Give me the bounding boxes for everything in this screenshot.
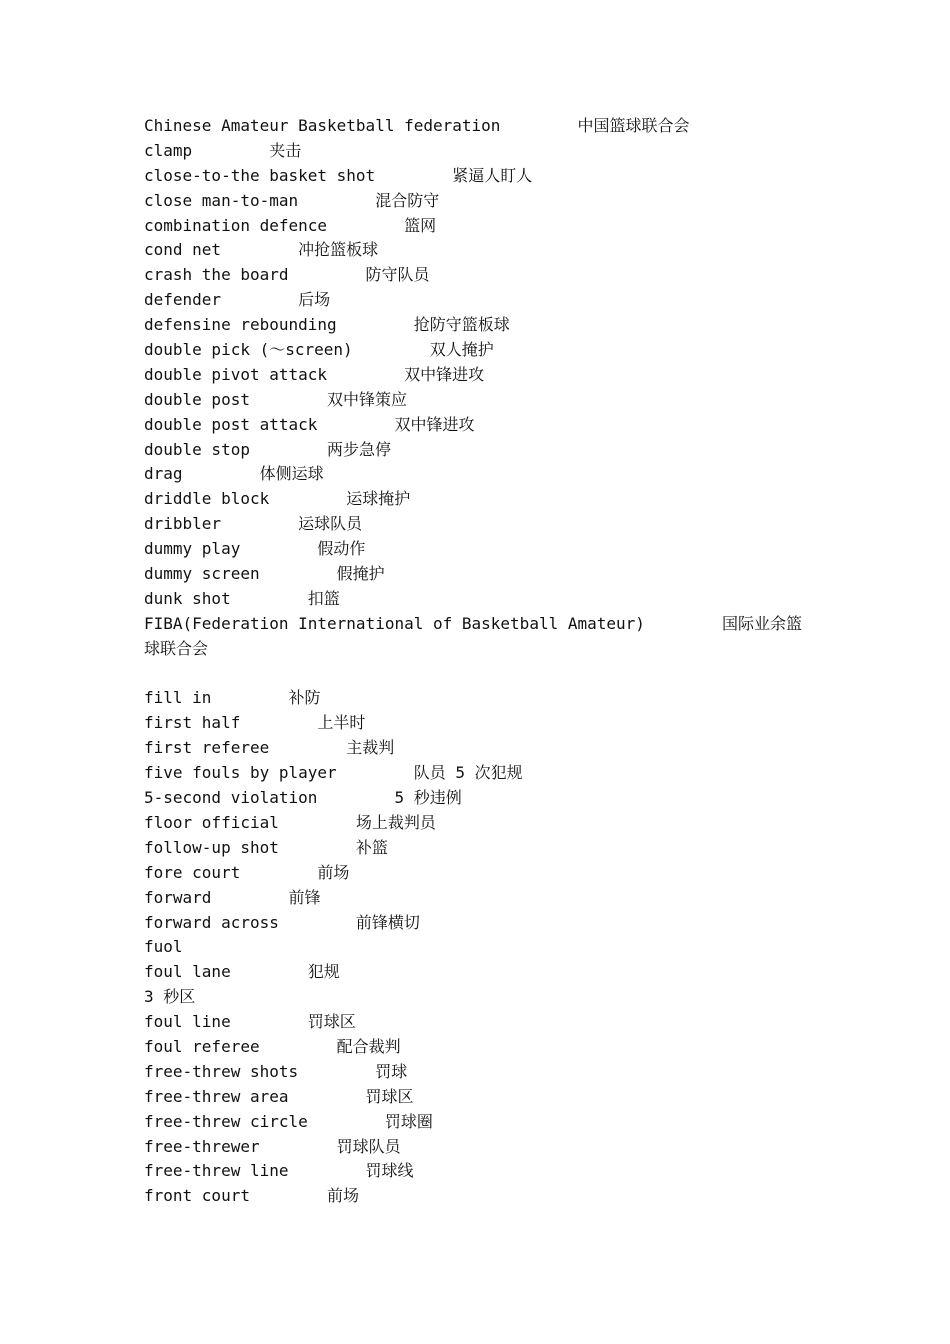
text-line: Chinese Amateur Basketball federation 中国篮球联合会: [144, 116, 690, 135]
text-line: forward 前锋: [144, 887, 321, 907]
text-line: fore court 前场: [144, 862, 350, 882]
text-line: clamp 夹击: [144, 140, 302, 160]
text-line: drag 体侧运球: [144, 464, 324, 484]
text-line: fill in 补防: [144, 688, 321, 708]
text-line: first half 上半时: [144, 713, 366, 733]
text-line: defensine rebounding 抢防守篮板球: [144, 315, 510, 335]
document-body: [144, 114, 824, 1209]
text-line: dribbler 运球队员: [144, 514, 363, 534]
text-line: defender 后场: [144, 290, 331, 310]
text-line: foul line 罚球区: [144, 1012, 356, 1032]
text-line: fuol: [144, 937, 183, 957]
text-line: double pick (～screen) 双人掩护: [144, 340, 494, 360]
text-line: FIBA(Federation International of Basketball Amateur) 国际业余篮: [144, 613, 802, 633]
text-line: double stop 两步急停: [144, 439, 392, 459]
text-line: combination defence 篮网: [144, 215, 437, 235]
text-line: close-to-the basket shot 紧逼人盯人: [144, 165, 533, 185]
text-line: front court 前场: [144, 1186, 360, 1206]
text-line: crash the board 防守队员: [144, 265, 430, 285]
text-line: free-threw circle 罚球圈: [144, 1111, 433, 1131]
text-line: dummy play 假动作: [144, 539, 366, 559]
text-line: close man-to-man 混合防守: [144, 190, 440, 210]
text-line: 5-second violation 5 秒违例: [144, 788, 462, 808]
text-line: floor official 场上裁判员: [144, 812, 436, 832]
text-line: dummy screen 假掩护: [144, 564, 385, 584]
text-line: 3 秒区: [144, 987, 196, 1007]
text-line: free-threwer 罚球队员: [144, 1136, 401, 1156]
text-line: free-threw area 罚球区: [144, 1086, 414, 1106]
text-line: first referee 主裁判: [144, 738, 395, 758]
text-line: free-threw shots 罚球: [144, 1061, 408, 1081]
text-line: dunk shot 扣篮: [144, 588, 340, 608]
text-line: driddle block 运球掩护: [144, 489, 411, 509]
blank-line: [144, 662, 824, 687]
text-line: 球联合会: [144, 638, 209, 658]
text-line: forward across 前锋横切: [144, 912, 420, 932]
text-line: double post attack 双中锋进攻: [144, 414, 475, 434]
text-line: double pivot attack 双中锋进攻: [144, 364, 485, 384]
text-line: foul referee 配合裁判: [144, 1036, 401, 1056]
text-line: follow-up shot 补篮: [144, 837, 388, 857]
text-line: free-threw line 罚球线: [144, 1161, 414, 1181]
text-line: foul lane 犯规: [144, 962, 340, 982]
text-line: five fouls by player 队员 5 次犯规: [144, 763, 523, 783]
text-line: double post 双中锋策应: [144, 389, 408, 409]
text-line: cond net 冲抢篮板球: [144, 240, 379, 260]
